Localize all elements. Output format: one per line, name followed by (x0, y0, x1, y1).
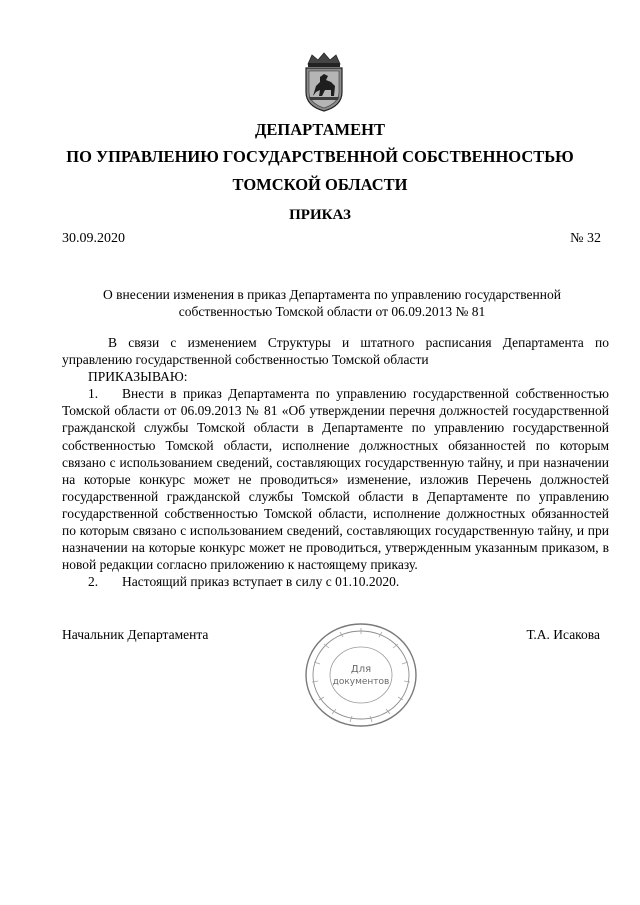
coat-of-arms-icon (298, 52, 350, 112)
document-subject (62, 286, 602, 320)
signatory-position: Начальник Департамента (62, 627, 209, 642)
order-item-1 (62, 385, 609, 573)
department-title-line2: ПО УПРАВЛЕНИЮ ГОСУДАРСТВЕННОЙ СОБСТВЕННОСТЬЮ (66, 147, 574, 166)
stamp-text-line1: Для (350, 664, 372, 675)
order-word: ПРИКАЗЫВАЮ: (88, 369, 188, 385)
item-number: 1. (88, 386, 99, 402)
subject-line1: О внесении изменения в приказ Департамента по управлению государственной (103, 287, 561, 302)
seal-stamp-icon (302, 620, 420, 730)
document-date: 30.09.2020 (62, 231, 125, 246)
preamble: В связи с изменением Структуры и штатного расписания Департамента по управлению государственной собственностью Томской области (62, 335, 609, 368)
stamp-text-line2: документов (332, 677, 390, 687)
document-number: № 32 (570, 231, 601, 246)
item-text: Внести в приказ Департамента по управлению государственной собственностью Томской области от 06.09.2013 № 81 «Об утверждении перечня должностей государственной гражданской службы Томской области в Департаменте по управлению государственной собственностью Томской области, исполнение должностных обязанностей по которым связано с использованием сведений, составляющих государственную тайну, и при назначении на которые конкурс может не проводиться» изменение, изложив Перечень должностей государственной гражданской службы Томской области в Департаменте по управлению государственной собственностью Томской области, исполнение должностных обязанностей по которым связано с использованием сведений, составляющих государственную тайну, и при назначении на которые конкурс может не проводиться, утвержденным указанным приказом, в новой редакции согласно приложению к настоящему приказу. (62, 386, 609, 573)
order-item-2 (62, 573, 609, 590)
subject-line2: собственностью Томской области от 06.09.2013 № 81 (178, 304, 486, 319)
signatory-name: Т.А. Исакова (526, 627, 600, 642)
department-title-line3: ТОМСКОЙ ОБЛАСТИ (232, 175, 408, 194)
item-text: Настоящий приказ вступает в силу с 01.10.2020. (122, 574, 400, 590)
item-number: 2. (88, 574, 99, 590)
department-title-line1: ДЕПАРТАМЕНТ (255, 120, 385, 139)
document-type: ПРИКАЗ (289, 207, 351, 223)
document-body (62, 334, 609, 590)
